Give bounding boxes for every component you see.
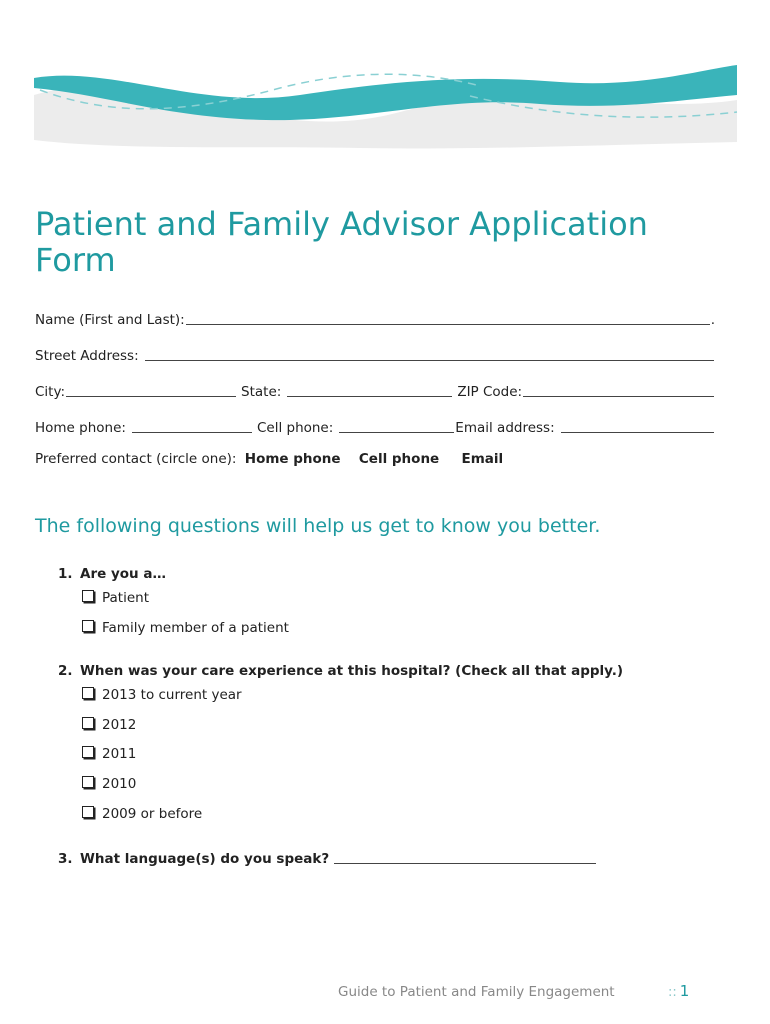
preferred-option-home-phone[interactable]: Home phone — [244, 451, 341, 467]
checkbox-icon[interactable] — [82, 620, 94, 632]
preferred-option-cell-phone[interactable]: Cell phone — [358, 451, 440, 467]
city-label: City: — [35, 384, 66, 400]
home-phone-field[interactable] — [132, 417, 252, 433]
header-wave-banner — [0, 0, 770, 170]
checkbox-option-2012[interactable] — [82, 717, 136, 733]
street-row — [35, 342, 715, 364]
question-number: 2. — [58, 663, 73, 679]
option-label: 2013 to current year — [102, 687, 242, 703]
name-field[interactable] — [186, 309, 710, 325]
checkbox-option-2011[interactable] — [82, 746, 136, 762]
footer-text: Guide to Patient and Family Engagement — [338, 984, 615, 1000]
option-label: Patient — [102, 590, 150, 606]
state-field[interactable] — [287, 381, 452, 397]
question-number: 3. — [58, 851, 73, 867]
option-label: Family member of a patient — [102, 620, 289, 636]
cell-phone-label: Cell phone: — [256, 420, 334, 436]
checkbox-option-2013-current[interactable] — [82, 687, 242, 703]
preferred-contact-label: Preferred contact (circle one): — [35, 451, 237, 467]
cell-phone-field[interactable] — [339, 417, 454, 433]
state-label: State: — [241, 384, 282, 400]
question-number: 1. — [58, 566, 73, 582]
page-number-value: 1 — [679, 982, 690, 1000]
street-label: Street Address: — [35, 348, 139, 364]
option-label: 2012 — [102, 717, 137, 733]
question-1 — [58, 566, 166, 582]
zip-field[interactable] — [523, 381, 714, 397]
contact-row — [35, 414, 715, 436]
name-tail: . — [710, 312, 715, 328]
option-label: 2009 or before — [102, 806, 203, 822]
checkbox-icon[interactable] — [82, 717, 94, 729]
checkbox-option-2010[interactable] — [82, 776, 136, 792]
page-number — [668, 982, 689, 1000]
option-label: 2011 — [102, 746, 137, 762]
checkbox-icon[interactable] — [82, 806, 94, 818]
home-phone-label: Home phone: — [35, 420, 126, 436]
name-label: Name (First and Last): — [35, 312, 185, 328]
page-title: Patient and Family Advisor Application Form — [35, 205, 648, 279]
zip-label: ZIP Code: — [457, 384, 523, 400]
checkbox-icon[interactable] — [82, 746, 94, 758]
email-label: Email address: — [455, 420, 555, 436]
preferred-option-email[interactable]: Email — [461, 451, 504, 467]
city-state-zip-row — [35, 378, 715, 400]
question-2 — [58, 663, 623, 679]
question-text: When was your care experience at this hospital? (Check all that apply.) — [80, 663, 624, 679]
checkbox-icon[interactable] — [82, 590, 94, 602]
checkbox-option-2009-before[interactable] — [82, 806, 202, 822]
checkbox-option-family-member[interactable] — [82, 620, 289, 636]
preferred-contact — [35, 451, 503, 467]
checkbox-option-patient[interactable] — [82, 590, 149, 606]
option-label: 2010 — [102, 776, 137, 792]
question-text: What language(s) do you speak? — [80, 851, 330, 867]
city-field[interactable] — [66, 381, 236, 397]
checkbox-icon[interactable] — [82, 776, 94, 788]
page-separator: :: — [668, 985, 677, 1000]
email-field[interactable] — [561, 417, 714, 433]
street-field[interactable] — [145, 345, 714, 361]
question-text: Are you a… — [80, 566, 166, 582]
checkbox-icon[interactable] — [82, 687, 94, 699]
language-field[interactable] — [334, 848, 596, 864]
name-row — [35, 306, 715, 328]
question-3 — [58, 848, 597, 867]
section-subheading: The following questions will help us get to know you better. — [35, 515, 601, 537]
